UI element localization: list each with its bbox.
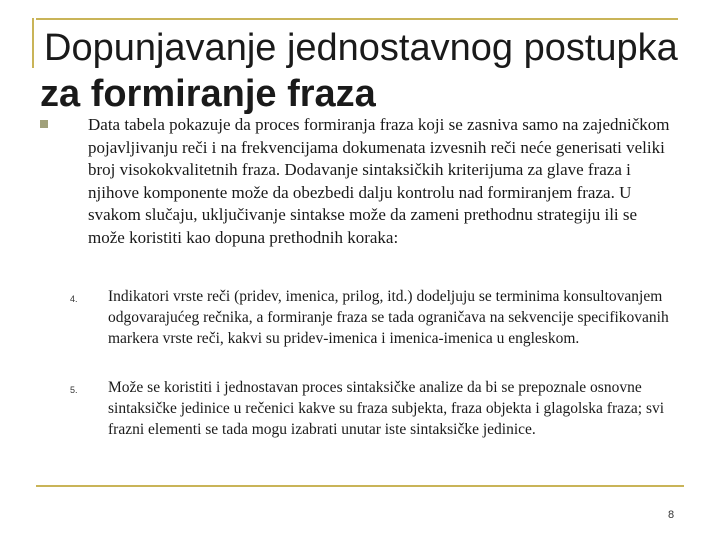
sub-item-number-5: 5. [70, 385, 78, 395]
top-rule [36, 18, 678, 20]
sub-item-text-4: Indikatori vrste reči (pridev, imenica, prilog, itd.) dodeljuju se terminima konsultovanjem odgovarajućeg rečnika, a formiranje fraza se tada ograničava na sekvencije specifikovanih markera vrste reči, kakvi su pridev-imenica i imenica-imenica u engleskom. [108, 288, 669, 347]
page-number: 8 [668, 509, 675, 521]
square-bullet-icon [40, 120, 48, 128]
slide-title-line1: Dopunjavanje jednostavnog postupka [44, 27, 678, 69]
main-bullet-text: Data tabela pokazuje da proces formiranja fraza koji se zasniva samo na zajedničkom pojavljivanju reči i na frekvencijama dokumenata izvesnih reči neće generisati veliki broj visokokvalitetnih fraza. Dodavanje sintaksičkih kriterijuma za glave fraza i njihove komponente može da obezbedi dalju kontrolu nad formiranjem fraza. U svakom slučaju, uključivanje sintakse može da zameni prethodnu strategiju ili se može koristiti kao dopuna prethodnih koraka: [88, 115, 670, 247]
slide-title-line2: za formiranje fraza [40, 73, 376, 115]
sub-item-text-5: Može se koristiti i jednostavan proces sintaksičke analize da bi se prepoznale osnovne sintaksičke jedinice u rečenici kakve su fraza subjekta, fraza objekta i glagolska fraza; svi frazni elementi se tada mogu izabrati unutar iste sintaksičke jedinice. [108, 379, 665, 438]
sub-item-number-4: 4. [70, 294, 78, 304]
bottom-rule [36, 485, 684, 487]
left-rule [32, 18, 34, 68]
